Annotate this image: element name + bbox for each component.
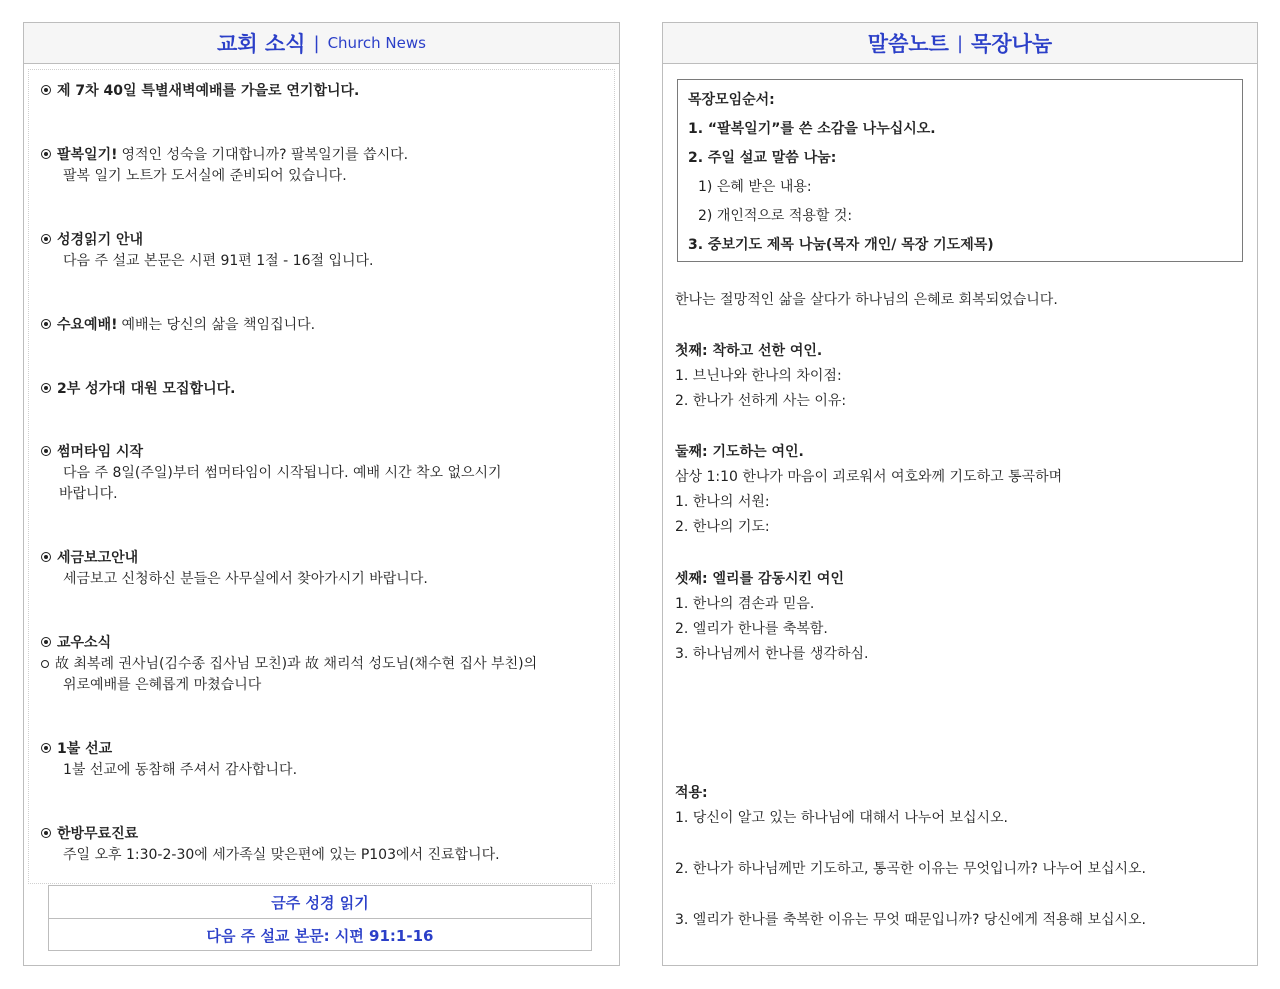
bullet-icon	[41, 446, 51, 456]
news-title: 2부 성가대 대원 모집합니다.	[57, 381, 236, 397]
section-title: 적용:	[675, 785, 708, 801]
section-point: 1. 한나의 겸손과 믿음.	[675, 596, 815, 612]
meeting-order-item: 1. “팔복일기”를 쓴 소감을 나누십시오.	[688, 121, 936, 137]
news-desc: 주일 오후 1:30-2-30에 세가족실 맞은편에 있는 P103에서 진료합니다.	[63, 847, 500, 863]
section-title: 첫째: 착하고 선한 여인.	[675, 343, 823, 359]
section-point: 2. 한나가 선하게 사는 이유:	[675, 393, 847, 409]
news-desc: 1불 선교에 동참해 주셔서 감사합니다.	[63, 762, 298, 778]
bible-reading-title: 금주 성경 읽기	[271, 893, 369, 912]
apply-item: 3. 엘리가 한나를 축복한 이유는 무엇 때문입니까? 당신에게 적용해 보십시오.	[675, 912, 1147, 928]
meeting-order-title: 목장모임순서:	[688, 92, 775, 108]
news-item	[41, 379, 616, 400]
news-desc: 세금보고 신청하신 분들은 사무실에서 찾아가시기 바랍니다.	[63, 571, 428, 587]
section-third	[675, 567, 1245, 667]
church-news-header	[24, 23, 619, 64]
news-title: 교우소식	[57, 635, 112, 651]
news-title: 수요예배!	[57, 317, 118, 333]
news-title: 팔복일기!	[57, 147, 118, 163]
bullet-icon	[41, 637, 51, 647]
sermon-intro: 한나는 절망적인 삶을 살다가 하나님의 은혜로 회복되었습니다.	[675, 292, 1058, 308]
news-item	[41, 145, 616, 187]
section-apply	[675, 781, 1245, 933]
section-title: 셋째: 엘리를 감동시킨 여인	[675, 571, 844, 587]
sermon-note-title: 말씀노트	[867, 32, 949, 56]
news-item	[41, 81, 616, 102]
news-item	[41, 442, 616, 505]
meeting-order-item: 2. 주일 설교 말씀 나눔:	[688, 150, 837, 166]
news-title: 썸머타임 시작	[57, 444, 144, 460]
news-title: 제 7차 40일 특별새벽예배를 가을로 연기합니다.	[57, 83, 360, 99]
apply-item: 2. 한나가 하나님께만 기도하고, 통곡한 이유는 무엇입니까? 나누어 보십시오.	[675, 861, 1147, 877]
section-title: 둘째: 기도하는 여인.	[675, 444, 804, 460]
news-inline-text: 예배는 당신의 삶을 책임집니다.	[121, 317, 316, 333]
meeting-order-box	[677, 79, 1243, 262]
bullet-icon	[41, 234, 51, 244]
section-point: 2. 엘리가 한나를 축복함.	[675, 621, 828, 637]
news-item	[41, 315, 616, 336]
news-item	[41, 633, 616, 696]
meeting-order-item: 3. 중보기도 제목 나눔(목자 개인/ 목장 기도제목)	[688, 237, 994, 253]
news-item	[41, 739, 616, 781]
section-point: 1. 한나의 서원:	[675, 494, 770, 510]
bible-reading-box	[48, 885, 592, 951]
meeting-order-subitem: 1) 은혜 받은 내용:	[698, 179, 812, 195]
news-desc: 위로예배를 은혜롭게 마쳤습니다	[63, 677, 262, 693]
section-second	[675, 440, 1245, 540]
church-news-panel	[23, 22, 620, 966]
bullet-icon	[41, 743, 51, 753]
bullet-icon	[41, 319, 51, 329]
apply-item: 1. 당신이 알고 있는 하나님에 대해서 나누어 보십시오.	[675, 810, 1008, 826]
news-inline-text: 영적인 성숙을 기대합니까? 팔복일기를 씁시다.	[121, 147, 409, 163]
news-desc: 다음 주 설교 본문은 시편 91편 1절 - 16절 입니다.	[63, 253, 374, 269]
bullet-icon	[41, 383, 51, 393]
bible-reading-text: 다음 주 설교 본문: 시편 91:1-16	[49, 918, 591, 951]
news-item	[41, 230, 616, 272]
church-news-title: 교회 소식	[217, 32, 306, 56]
news-title: 1불 선교	[57, 741, 113, 757]
news-item	[41, 548, 616, 590]
section-verse: 삼상 1:10 한나가 마음이 괴로워서 여호와께 기도하고 통곡하며	[675, 469, 1063, 485]
section-point: 3. 하나님께서 한나를 생각하심.	[675, 646, 869, 662]
sermon-note-subtitle: 목장나눔	[971, 32, 1053, 56]
news-list	[28, 69, 615, 884]
section-point: 2. 한나의 기도:	[675, 519, 770, 535]
header-separator: |	[956, 32, 964, 54]
news-item	[41, 824, 616, 866]
bullet-icon	[41, 149, 51, 159]
sermon-note-panel	[662, 22, 1258, 966]
church-news-subtitle: Church News	[327, 34, 426, 52]
news-desc: 故 최복례 권사님(김수종 집사님 모친)과 故 채리석 성도님(채수현 집사 부친)의	[55, 656, 538, 672]
bullet-icon	[41, 828, 51, 838]
news-title: 성경읽기 안내	[57, 232, 144, 248]
circle-icon	[41, 660, 49, 668]
sermon-note-header	[663, 23, 1257, 64]
section-first	[675, 339, 1245, 414]
news-desc: 바랍니다.	[59, 486, 118, 502]
header-separator: |	[313, 32, 320, 54]
meeting-order-subitem: 2) 개인적으로 적용할 것:	[698, 208, 853, 224]
news-title: 한방무료진료	[57, 826, 139, 842]
bullet-icon	[41, 552, 51, 562]
news-desc: 다음 주 8일(주일)부터 썸머타임이 시작됩니다. 예배 시간 착오 없으시기	[63, 465, 502, 481]
section-point: 1. 브닌나와 한나의 차이점:	[675, 368, 842, 384]
news-desc: 팔복 일기 노트가 도서실에 준비되어 있습니다.	[63, 168, 347, 184]
news-title: 세금보고안내	[57, 550, 139, 566]
bullet-icon	[41, 85, 51, 95]
